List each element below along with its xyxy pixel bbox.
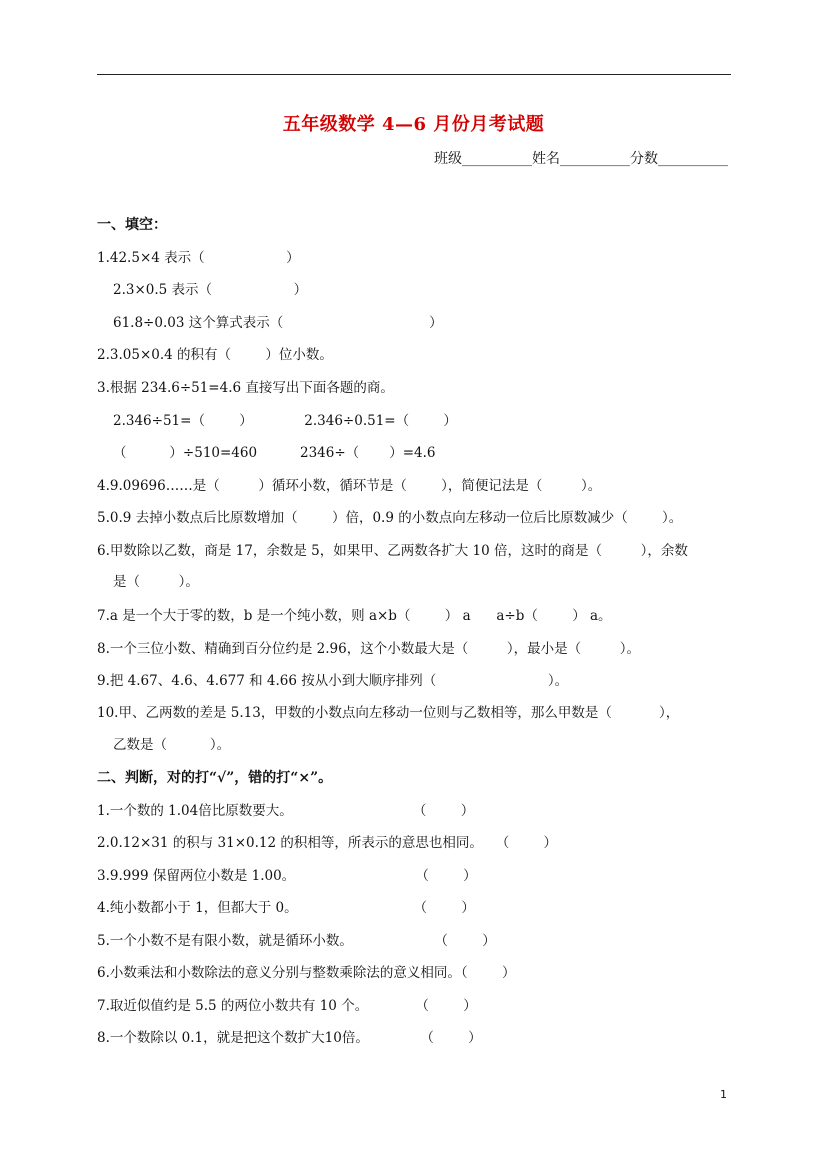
question-6: 6.甲数除以乙数，商是 17，余数是 5，如果甲、乙两数各扩大 10 倍，这时的商是（ ），余数 [97,543,688,559]
judge-8: 8.一个数除以 0.1，就是把这个数扩大10倍。 （ ） [97,1030,482,1046]
page-number: 1 [720,1088,727,1101]
question-1-3: 61.8÷0.03 这个算式表示（ ） [113,315,443,331]
question-7: 7.a 是一个大于零的数，b 是一个纯小数，则 a×b（ ） a a÷b（ ） a。 [97,608,612,624]
question-9: 9.把 4.67、4.6、4.677 和 4.66 按从小到大顺序排列（ ）。 [97,673,569,689]
question-3-row-2: （ ）÷510=460 2346÷（ ）=4.6 [113,445,436,461]
section1-heading: 一、填空： [97,217,167,233]
page-title: 五年级数学 4—6 月份月考试题 [282,114,545,135]
question-1-2: 2.3×0.5 表示（ ） [113,282,308,298]
question-6-cont: 是（ ）。 [113,574,199,590]
judge-4: 4.纯小数都小于 1，但都大于 0。 （ ） [97,900,475,916]
judge-3: 3.9.999 保留两位小数是 1.00。 （ ） [97,868,477,884]
question-5: 5.0.9 去掉小数点后比原数增加（ ）倍，0.9 的小数点向左移动一位后比原数减少（ ）。 [97,510,683,526]
student-info-line: 班级__________姓名__________分数__________ [434,151,728,167]
question-4: 4.9.09696……是（ ）循环小数，循环节是（ ），简便记法是（ ）。 [97,478,602,494]
judge-2: 2.0.12×31 的积与 31×0.12 的积相等，所表示的意思也相同。 （ ） [97,835,558,851]
question-1-1: 1.42.5×4 表示（ ） [97,250,300,266]
question-2: 2.3.05×0.4 的积有（ ）位小数。 [97,347,333,363]
question-3: 3.根据 234.6÷51=4.6 直接写出下面各题的商。 [97,380,394,396]
section2-heading: 二、判断，对的打“√”，错的打“×”。 [97,770,333,786]
judge-1: 1.一个数的 1.04倍比原数要大。 （ ） [97,803,475,819]
question-10-cont: 乙数是（ ）。 [113,737,231,753]
question-3-row-1: 2.346÷51=（ ） 2.346÷0.51=（ ） [113,413,457,429]
judge-5: 5.一个小数不是有限小数，就是循环小数。 （ ） [97,933,496,949]
judge-6: 6.小数乘法和小数除法的意义分别与整数乘除法的意义相同。（ ） [97,965,516,981]
header-rule [97,74,731,75]
question-8: 8.一个三位小数、精确到百分位约是 2.96，这个小数最大是（ ），最小是（ ）。 [97,641,640,657]
judge-7: 7.取近似值约是 5.5 的两位小数共有 10 个。 （ ） [97,998,477,1014]
question-10: 10.甲、乙两数的差是 5.13，甲数的小数点向左移动一位则与乙数相等，那么甲数是（ ）， [97,705,680,721]
